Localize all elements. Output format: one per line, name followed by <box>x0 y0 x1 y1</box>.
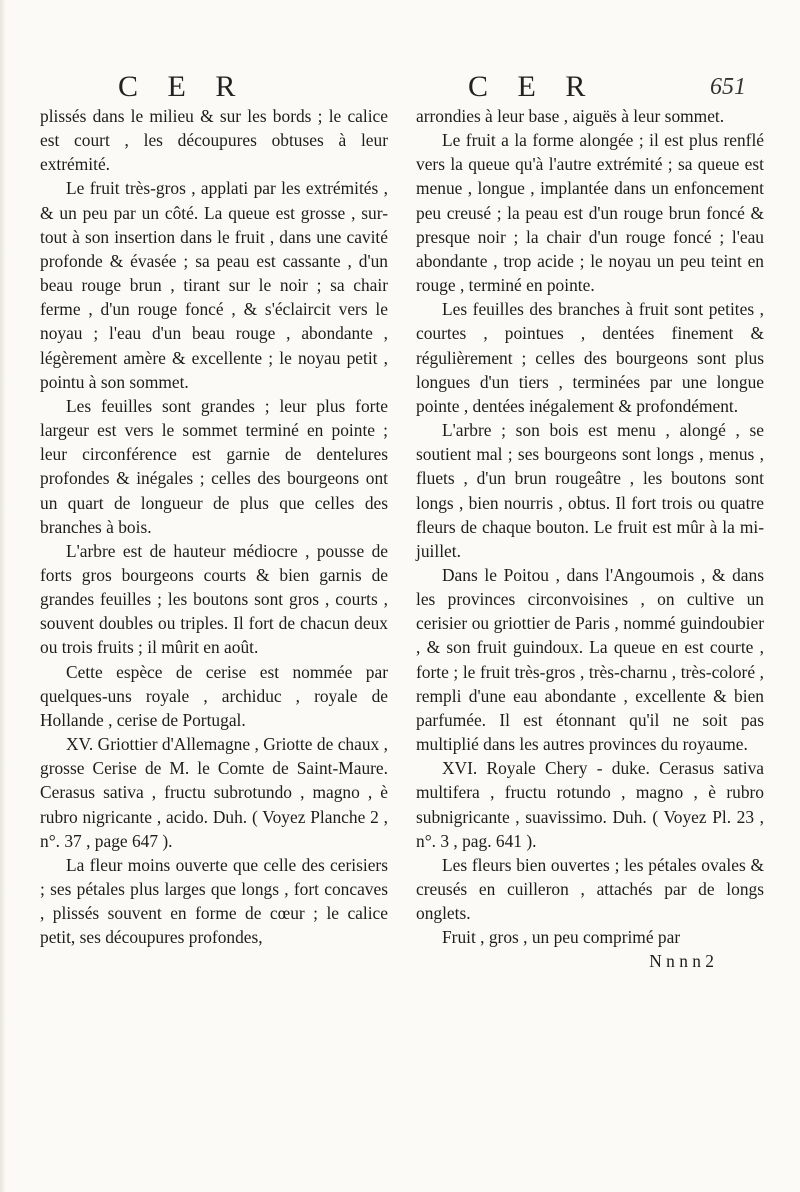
paragraph-poitou: Dans le Poitou , dans l'Angoumois , & dans les provinces circonvoisines , on cultive un cerisier ou griottier de Paris , nommé guindoubier , & son fruit guindoux. La queue en est courte , forte ; le fruit très-gros , très-charnu , très-coloré , rempli d'une eau abondante , excellente & bien parfumée. Il est étonnant qu'il ne soit pas multiplié dans les autres provinces du royaume. <box>416 564 764 755</box>
entry-heading-xvi: XVI. Royale Chery - duke. Cerasus sativa multifera , fructu rotundo , magno , è rubro subnigricante , suavissimo. Duh. ( Voyez Pl. 23 , n°. 3 , pag. 641 ). <box>416 758 764 851</box>
page-edge <box>0 0 6 1192</box>
entry-heading-xv: XV. Griottier d'Allemagne , Griotte de chaux , grosse Cerise de M. le Comte de Saint-Maure. Cerasus sativa , fructu subrotundo , magno , è rubro nigricante , acido. Duh. ( Voyez Planche 2 , n°. 37 , page 647 ). <box>40 734 388 851</box>
paragraph-fruit-right: Le fruit a la forme alongée ; il est plus renflé vers la queue qu'à l'autre extrémité ; sa queue est menue , longue , implantée dans un enfoncement peu creusé ; la peau est d'un rouge brun foncé & presque noir ; la chair d'un rouge foncé ; l'eau abondante , trop acide ; le noyau un peu teint en rouge , terminé en pointe. <box>416 130 764 296</box>
paragraph-continuation: plissés dans le milieu & sur les bords ; le calice est court , les découpures obtuses à leur extrémité. <box>40 106 388 175</box>
paragraph-flower: La fleur moins ouverte que celle des cerisiers ; ses pétales plus larges que longs , fort concaves , plissés souvent en forme de cœur ; le calice petit, ses découpures profondes, <box>40 854 388 948</box>
paragraph-tree: L'arbre est de hauteur médiocre , pousse de forts gros bourgeons courts & bien garnis de grandes feuilles ; les boutons sont gros , courts , souvent doubles ou triples. Il fort de chacun deux ou trois fruits ; il mûrit en août. <box>40 540 388 658</box>
paragraph-fruit: Le fruit très-gros , applati par les extrémités , & un peu par un côté. La queue est grosse , sur-tout à son insertion dans le fruit , dans une cavité profonde & évasée ; sa peau est cassante , d'un beau rouge brun , tirant sur le noir ; sa chair ferme , d'un rouge foncé , & s'éclaircit vers le noyau ; l'eau d'un beau rouge , abondante , légèrement amère & excellente ; le noyau petit , pointu à son sommet. <box>40 178 388 392</box>
left-column <box>40 104 388 949</box>
paragraph-leaves-right: Les feuilles des branches à fruit sont petites , courtes , pointues , dentées finement & régulièrement ; celles des bourgeons sont plus longues d'un tiers , terminées par une longue pointe , dentées inégalement & profondément. <box>416 299 764 416</box>
paragraph-names: Cette espèce de cerise est nommée par quelques-uns royale , archiduc , royale de Hollande , cerise de Portugal. <box>40 661 388 730</box>
paragraph-leaves: Les feuilles sont grandes ; leur plus forte largeur est vers le sommet terminé en pointe ; leur circonférence est garnie de dentelures profondes & inégales ; celles des bourgeons ont un quart de longueur de plus que celles des branches à bois. <box>40 395 388 537</box>
right-column <box>416 104 764 974</box>
paragraph-flowers-right: Les fleurs bien ouvertes ; les pétales ovales & creusés en cuilleron , attachés par de longs onglets. <box>416 854 764 924</box>
paragraph-fruit-start: Fruit , gros , un peu comprimé par <box>442 927 681 948</box>
page-number: 651 <box>710 74 746 100</box>
running-head-right: C E R <box>468 70 597 103</box>
signature-mark: N n n n 2 <box>649 951 714 972</box>
paragraph-continuation-right: arrondies à leur base , aiguës à leur sommet. <box>416 106 725 126</box>
running-head-left: C E R <box>118 70 247 103</box>
paragraph-tree-right: L'arbre ; son bois est menu , alongé , se soutient mal ; ses bourgeons sont longs , menus , fluets , d'un brun rougeâtre , les boutons sont longs , bien nourris , obtus. Il fort trois ou quatre fleurs de chaque bouton. Le fruit est mûr à la mi-juillet. <box>416 420 764 561</box>
